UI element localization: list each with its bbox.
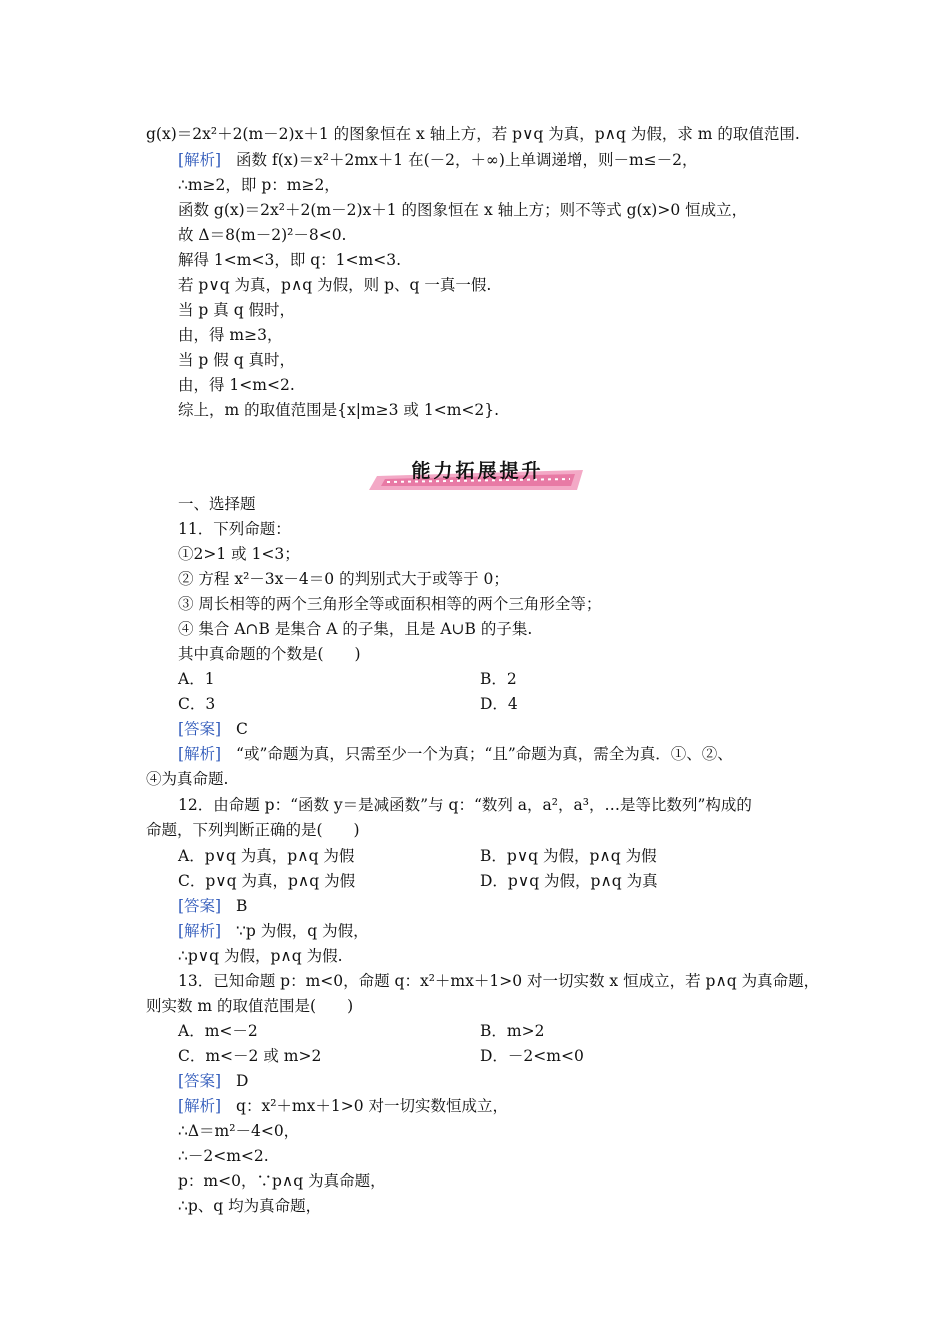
analysis-line [178, 920, 369, 942]
answer-tag: [答案] [178, 720, 222, 738]
option-a: A．1 [178, 670, 215, 688]
option-b: B．p∨q 为假，p∧q 为假 [480, 847, 657, 865]
option-c: C．m<－2 或 m>2 [178, 1047, 322, 1065]
question-11-item: ② 方程 x²－3x－4＝0 的判别式大于或等于 0； [178, 570, 509, 588]
banner-title: 能力拓展提升 [411, 460, 544, 482]
option-d: D．4 [480, 695, 518, 713]
analysis-tag: [解析] [178, 151, 222, 169]
answer-tag: [答案] [178, 1072, 222, 1090]
option-d: D．－2<m<0 [480, 1047, 584, 1065]
analysis-text: ∴p、q 均为真命题， [178, 1197, 322, 1215]
analysis-text: “或”命题为真，只需至少一个为真；“且”命题为真，需全为真．①、②、 [236, 745, 733, 763]
text-line: 当 p 真 q 假时， [178, 301, 296, 319]
analysis-text: ∴Δ＝m²－4<0， [178, 1122, 300, 1140]
question-11-item: ④ 集合 A∩B 是集合 A 的子集，且是 A∪B 的子集. [178, 620, 533, 638]
answer-tag: [答案] [178, 897, 222, 915]
section-banner [365, 452, 590, 492]
answer-value: D [236, 1072, 249, 1090]
analysis-tag: [解析] [178, 922, 222, 940]
text-line: 综上，m 的取值范围是{x|m≥3 或 1<m<2}. [178, 401, 500, 419]
option-b: B．m>2 [480, 1022, 545, 1040]
text-line: 解得 1<m<3，即 q：1<m<3. [178, 251, 401, 269]
answer-value: C [236, 720, 248, 738]
text-line: g(x)＝2x²＋2(m－2)x＋1 的图象恒在 x 轴上方，若 p∨q 为真，p∧q 为假，求 m 的取值范围. [146, 125, 800, 143]
analysis-text: ∵p 为假，q 为假， [236, 922, 369, 940]
question-11-ask: 其中真命题的个数是( ) [178, 645, 361, 663]
answer-value: B [236, 897, 248, 915]
text-line: 故 Δ＝8(m－2)²－8<0. [178, 226, 347, 244]
analysis-line [178, 743, 733, 765]
question-11-item: ①2>1 或 1<3； [178, 545, 300, 563]
question-13-stem: 13．已知命题 p：m<0，命题 q：x²＋mx＋1>0 对一切实数 x 恒成立，若 p∧q 为真命题， [178, 972, 820, 990]
analysis-text: ④为真命题. [146, 770, 229, 788]
analysis-line [178, 1095, 508, 1117]
analysis-text: 函数 f(x)＝x²＋2mx＋1 在(－2，＋∞)上单调递增，则－m≤－2， [236, 151, 698, 169]
analysis-line [178, 149, 698, 171]
option-c: C．p∨q 为真，p∧q 为假 [178, 872, 356, 890]
option-c: C．3 [178, 695, 216, 713]
option-a: A．p∨q 为真，p∧q 为假 [178, 847, 355, 865]
question-13-stem: 则实数 m 的取值范围是( ) [146, 997, 354, 1015]
answer-line [178, 895, 247, 917]
question-12-stem: 12．由命题 p：“函数 y＝是减函数”与 q：“数列 a，a²，a³，…是等比数列”构成的 [178, 796, 752, 814]
text-line: 当 p 假 q 真时， [178, 351, 296, 369]
answer-line [178, 718, 248, 740]
option-a: A．m<－2 [178, 1022, 258, 1040]
option-d: D．p∨q 为假，p∧q 为真 [480, 872, 658, 890]
question-11-item: ③ 周长相等的两个三角形全等或面积相等的两个三角形全等； [178, 595, 602, 613]
text-line: 由，得 1<m<2. [178, 376, 295, 394]
analysis-text: ∴－2<m<2. [178, 1147, 269, 1165]
text-line: ∴m≥2，即 p：m≥2， [178, 176, 340, 194]
analysis-text: q：x²＋mx＋1>0 对一切实数恒成立， [236, 1097, 509, 1115]
question-12-stem: 命题，下列判断正确的是( ) [146, 821, 360, 839]
analysis-tag: [解析] [178, 1097, 222, 1115]
analysis-text: ∴p∨q 为假，p∧q 为假. [178, 947, 343, 965]
question-11-stem: 11．下列命题： [178, 520, 291, 538]
analysis-text: p：m<0，∵p∧q 为真命题， [178, 1172, 386, 1190]
answer-line [178, 1070, 248, 1092]
analysis-tag: [解析] [178, 745, 222, 763]
option-b: B．2 [480, 670, 517, 688]
section-heading: 一、选择题 [178, 495, 256, 513]
text-line: 由，得 m≥3， [178, 326, 283, 344]
text-line: 若 p∨q 为真，p∧q 为假，则 p、q 一真一假. [178, 276, 492, 294]
text-line: 函数 g(x)＝2x²＋2(m－2)x＋1 的图象恒在 x 轴上方；则不等式 g(x)>0 恒成立， [178, 201, 748, 219]
